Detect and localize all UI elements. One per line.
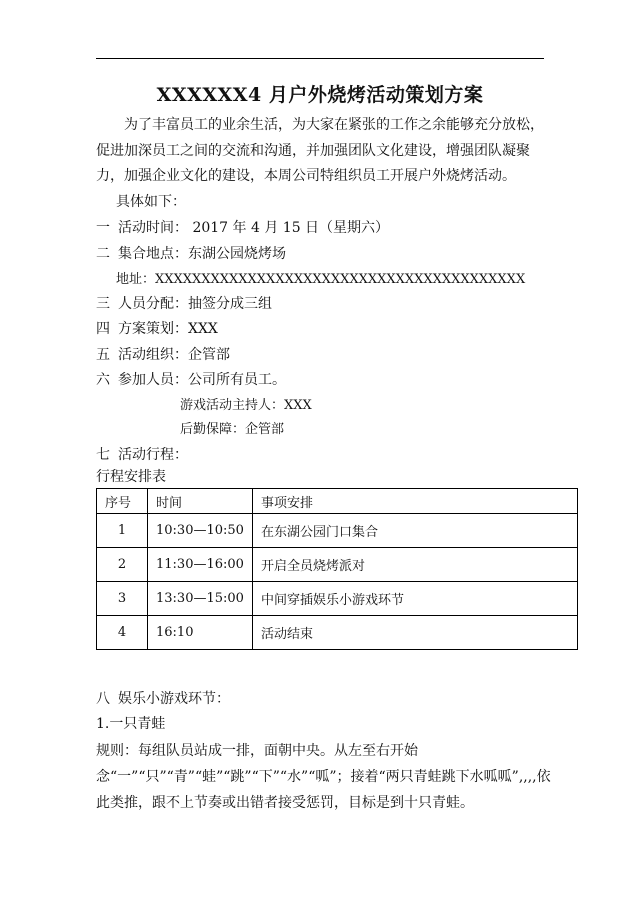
section-time: [96, 217, 389, 237]
row-number: 3: [97, 582, 148, 616]
row-time: 13:30—15:00: [148, 582, 253, 616]
column-header: 序号: [97, 489, 148, 514]
section-participants: [96, 369, 286, 389]
table-row: [97, 548, 578, 582]
host-line: 游戏活动主持人：XXX: [180, 398, 312, 413]
row-activity: 开启全员烧烤派对: [253, 548, 578, 582]
row-activity: 中间穿插娱乐小游戏环节: [253, 582, 578, 616]
row-time: 10:30—10:50: [148, 514, 253, 548]
support-line: 后勤保障：企管部: [180, 422, 285, 437]
header-rule: [96, 58, 544, 59]
table-row: [97, 514, 578, 548]
details-heading: 具体如下：: [116, 194, 186, 210]
section-text: 集合地点：东湖公园烧烤场: [118, 246, 286, 262]
section-games: [96, 688, 230, 708]
row-activity: 在东湖公园门口集合: [253, 514, 578, 548]
section-number: 八: [96, 691, 110, 707]
intro-paragraph: 为了丰富员工的业余生活，为大家在紧张的工作之余能够充分放松，促进加深员工之间的交流和沟通，并加强团队文化建设，增强团队凝聚力，加强企业文化的建设，本周公司特组织员工开展户外烧烤活动。: [96, 117, 544, 184]
section-organizer: [96, 344, 230, 364]
section-itinerary: [96, 444, 188, 464]
section-number: 六: [96, 372, 110, 388]
column-header: 事项安排: [253, 489, 578, 514]
row-activity: 活动结束: [253, 616, 578, 650]
section-text: 娱乐小游戏环节：: [118, 691, 230, 707]
schedule-caption: 行程安排表: [96, 469, 166, 485]
section-text: 活动组织：企管部: [118, 347, 230, 363]
section-number: 五: [96, 347, 110, 363]
section-text: 人员分配：抽签分成三组: [118, 296, 272, 312]
table-header-row: [97, 489, 578, 514]
section-text: 活动时间： 2017 年 4 月 15 日（星期六）: [118, 220, 390, 236]
row-time: 11:30—16:00: [148, 548, 253, 582]
table-row: [97, 582, 578, 616]
section-planner: [96, 318, 218, 338]
row-time: 16:10: [148, 616, 253, 650]
schedule-table: [96, 488, 578, 650]
game-title: 1.一只青蛙: [96, 716, 166, 732]
section-grouping: [96, 293, 272, 313]
section-number: 三: [96, 296, 110, 312]
section-number: 七: [96, 447, 110, 463]
row-number: 4: [97, 616, 148, 650]
row-number: 1: [97, 514, 148, 548]
game-rules: 规则：每组队员站成一排，面朝中央。从左至右开始念“一”“只”“青”“蛙”“跳”“下”“水”“呱”；接着“两只青蛙跳下水呱呱”,,,,依此类推，跟不上节奏或出错者接受惩罚，目标是到十只青蛙。: [96, 743, 551, 811]
section-text: 参加人员：公司所有员工。: [118, 372, 286, 388]
section-number: 四: [96, 321, 110, 337]
section-location: [96, 243, 286, 263]
row-number: 2: [97, 548, 148, 582]
table-row: [97, 616, 578, 650]
section-number: 一: [96, 220, 110, 236]
column-header: 时间: [148, 489, 253, 514]
section-text: 方案策划：XXX: [118, 321, 218, 337]
section-text: 活动行程：: [118, 447, 188, 463]
section-number: 二: [96, 246, 110, 262]
address-line: 地址：XXXXXXXXXXXXXXXXXXXXXXXXXXXXXXXXXXXXXXXX: [116, 272, 526, 287]
page-title: XXXXXX4 月户外烧烤活动策划方案: [156, 84, 484, 106]
